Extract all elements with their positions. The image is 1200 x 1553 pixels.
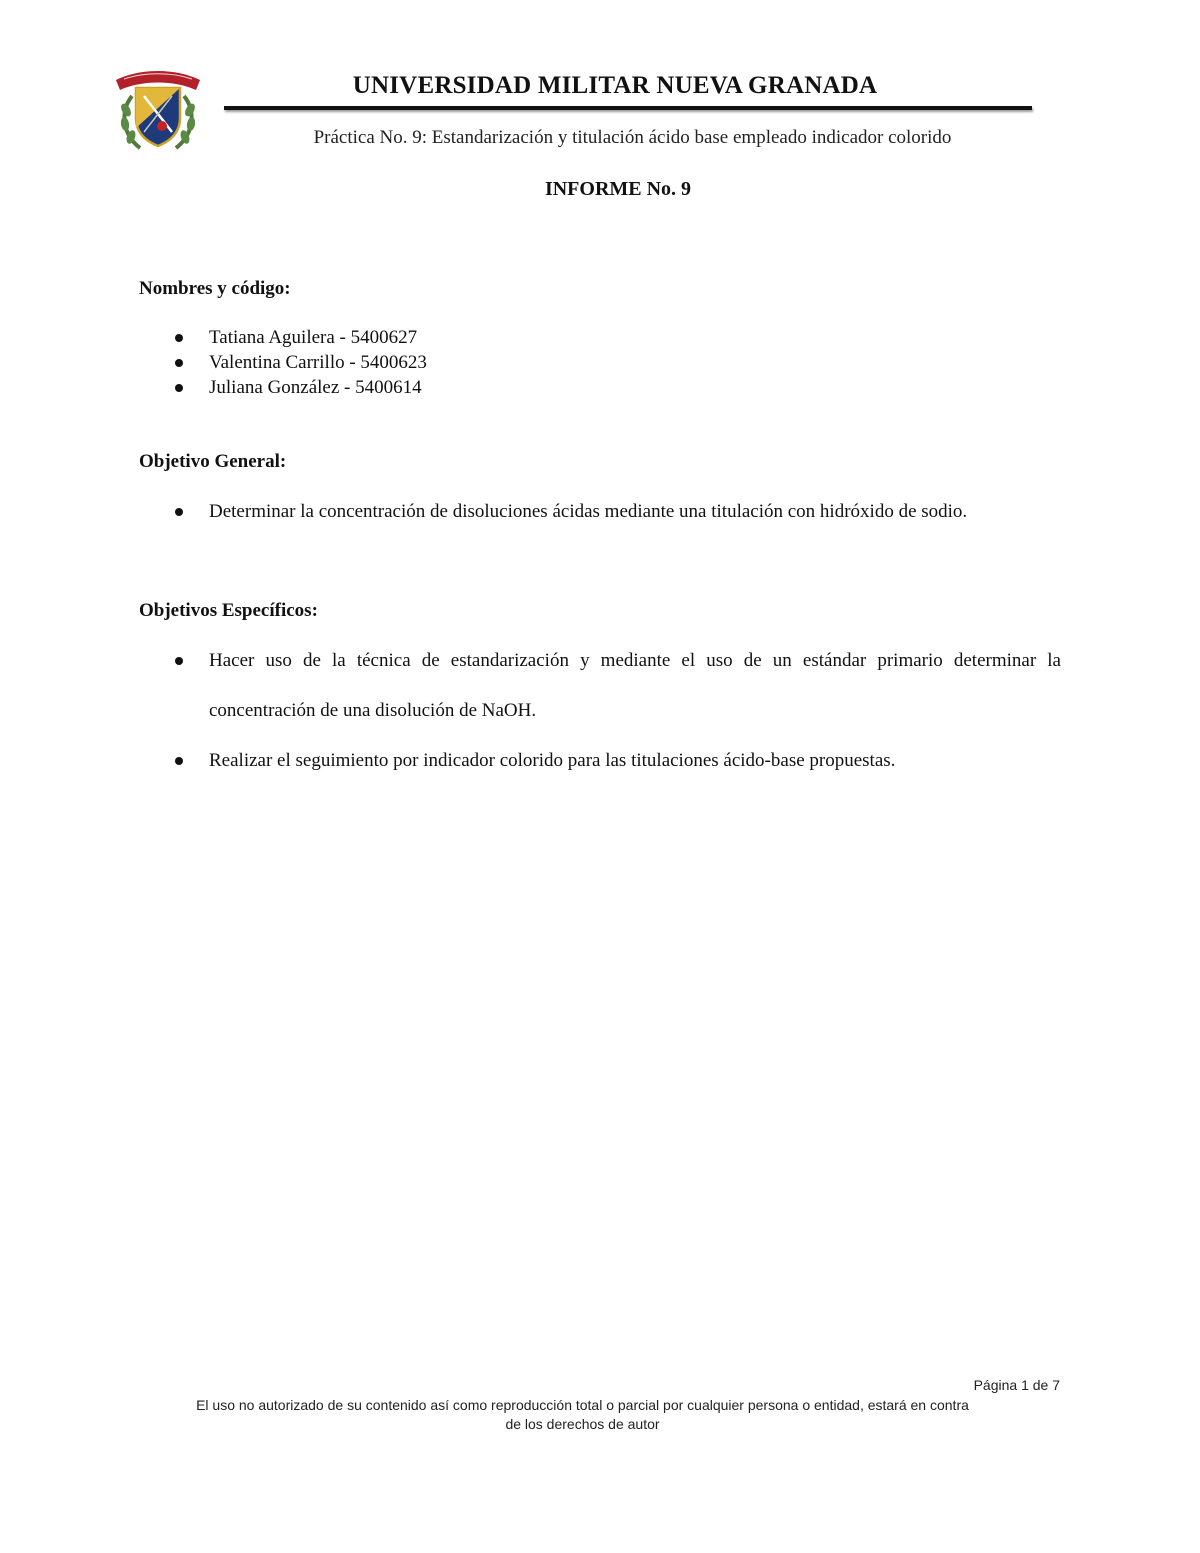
page-number: Página 1 de 7 — [973, 1377, 1060, 1393]
list-item — [139, 736, 1061, 786]
bullet-icon — [175, 359, 183, 367]
list-item — [139, 375, 1061, 400]
bullet-icon — [175, 334, 183, 342]
university-crest-icon — [110, 66, 206, 156]
list-item — [139, 487, 1061, 537]
objective-text: Hacer uso de la técnica de estandarización y mediante el uso de un estándar primario determinar la concentración de una disolución de NaOH. — [209, 650, 1061, 721]
list-item — [139, 636, 1061, 736]
general-objective-list — [139, 487, 1061, 537]
objective-text: Determinar la concentración de disoluciones ácidas mediante una titulación con hidróxido de sodio. — [209, 501, 968, 522]
student-name: Tatiana Aguilera - 5400627 — [209, 327, 418, 348]
bullet-icon — [175, 508, 183, 516]
list-item — [139, 325, 1061, 350]
copyright-line: El uso no autorizado de su contenido así como reproducción total o parcial por cualquier persona o entidad, estará en contra — [196, 1397, 969, 1413]
copyright-line: de los derechos de autor — [505, 1416, 660, 1432]
bullet-icon — [175, 384, 183, 392]
bullet-icon — [175, 657, 183, 665]
practice-subtitle: Práctica No. 9: Estandarización y titulación ácido base empleado indicador colorido — [313, 127, 952, 148]
student-name: Valentina Carrillo - 5400623 — [209, 352, 427, 373]
names-heading: Nombres y código: — [139, 278, 291, 299]
specific-objectives-list — [139, 636, 1061, 786]
objective-text: Realizar el seguimiento por indicador colorido para las titulaciones ácido-base propuestas. — [209, 750, 896, 771]
student-name: Juliana González - 5400614 — [209, 377, 422, 398]
copyright-notice — [120, 1396, 1045, 1434]
general-objective-heading: Objetivo General: — [139, 451, 287, 472]
bullet-icon — [175, 757, 183, 765]
names-list — [139, 325, 1061, 400]
header-rule — [224, 106, 1032, 110]
specific-objectives-heading: Objetivos Específicos: — [139, 600, 318, 621]
report-title: INFORME No. 9 — [544, 178, 692, 200]
university-name: UNIVERSIDAD MILITAR NUEVA GRANADA — [352, 72, 878, 99]
list-item — [139, 350, 1061, 375]
